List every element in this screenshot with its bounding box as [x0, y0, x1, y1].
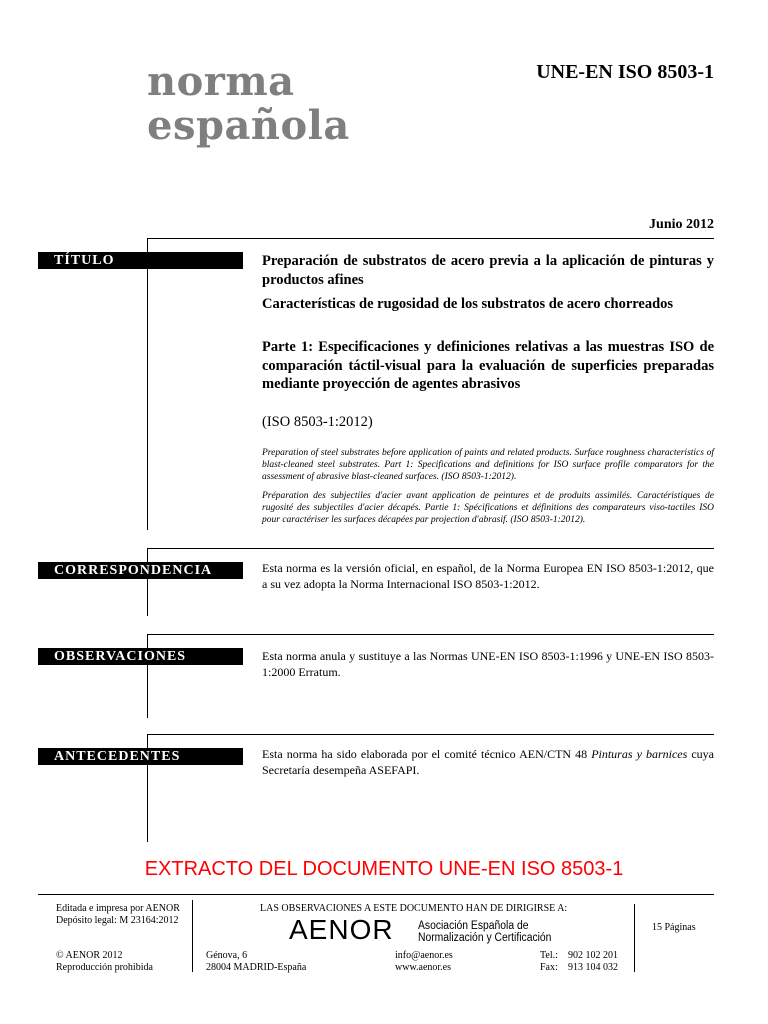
- aenor-org-name: [418, 920, 551, 944]
- org-name-line2: Normalización y Certificación: [418, 932, 552, 944]
- footer-vline-left: [192, 900, 193, 972]
- observaciones-text: Esta norma anula y sustituye a las Normas UNE-EN ISO 8503-1:1996 y UNE-EN ISO 8503-1:2000 Erratum.: [262, 649, 714, 679]
- aenor-logo: AENOR: [289, 914, 394, 945]
- section-divider-antecedentes: [147, 734, 714, 735]
- antecedentes-text-part1: Esta norma ha sido elaborada por el comité técnico AEN/CTN 48: [262, 747, 592, 761]
- footer-deposito: Depósito legal: M 23164:2012: [56, 915, 179, 926]
- footer-address1: Génova, 6: [206, 950, 248, 961]
- spanish-title-2: Características de rugosidad de los substratos de acero chorreados: [262, 296, 674, 312]
- footer-pages: 15 Páginas: [652, 922, 696, 933]
- footer-copyright: © AENOR 2012: [56, 950, 123, 961]
- section-vline-observaciones: [147, 634, 148, 718]
- footer-tel: 902 102 201: [568, 950, 618, 961]
- footer-email[interactable]: info@aenor.es: [395, 950, 453, 961]
- iso-reference: (ISO 8503-1:2012): [262, 414, 373, 430]
- label-titulo: TÍTULO: [38, 252, 243, 269]
- extract-watermark: EXTRACTO DEL DOCUMENTO UNE-EN ISO 8503-1: [144, 858, 624, 880]
- footer-fax: 913 104 032: [568, 962, 618, 973]
- norma-heading: norma: [147, 58, 295, 105]
- label-correspondencia: CORRESPONDENCIA: [38, 562, 243, 579]
- spanish-title-1: Preparación de substratos de acero previa a la aplicación de pinturas y productos afines: [262, 253, 714, 288]
- antecedentes-text: [262, 746, 714, 778]
- section-vline-titulo: [147, 238, 148, 530]
- footer-edited: Editada e impresa por AENOR: [56, 903, 180, 914]
- footer-web[interactable]: www.aenor.es: [395, 962, 452, 973]
- label-antecedentes: ANTECEDENTES: [38, 748, 243, 765]
- footer-address2: 28004 MADRID-España: [206, 962, 307, 973]
- footer-fax-label: Fax:: [540, 962, 558, 973]
- standard-number: UNE-EN ISO 8503-1: [536, 61, 714, 83]
- footer-top-rule: [38, 894, 714, 895]
- french-title: Préparation des subjectiles d'acier avant application de peintures et de produits assimilés. Caractéristiques de rugosité des subjectiles d'acier décapés. Partie 1: Spécifications et définitions des comparateurs viso-tactiles ISO pour caractériser les surfaces décapées par projection d'abrasif. (ISO 8503-1:2012).: [262, 491, 714, 525]
- espanola-heading: española: [147, 102, 350, 149]
- footer-vline-right: [634, 904, 635, 972]
- footer-reproduccion: Reproducción prohibida: [56, 962, 153, 973]
- spanish-title-3: Parte 1: Especificaciones y definiciones relativas a las muestras ISO de comparación táctil-visual para la evaluación de superficies preparadas mediante proyección de agentes abrasivos: [262, 339, 714, 392]
- antecedentes-text-part2: cuya Secretaría desempeña ASEFAPI.: [262, 747, 715, 777]
- footer-tel-label: Tel.:: [540, 950, 558, 961]
- section-vline-correspondencia: [147, 548, 148, 616]
- section-divider-correspondencia: [147, 548, 714, 549]
- footer-observaciones-heading: LAS OBSERVACIONES A ESTE DOCUMENTO HAN DE DIRIGIRSE A:: [260, 903, 568, 914]
- section-divider-titulo: [147, 238, 714, 239]
- english-title: Preparation of steel substrates before application of paints and related products. Surface roughness characteristics of blast-cleaned steel substrates. Part 1: Specifications and definitions for ISO surface profile comparators for the assessment of abrasive blast-cleaned surfaces. (ISO 8503-1:2012).: [262, 448, 714, 482]
- correspondencia-text: Esta norma es la versión oficial, en español, de la Norma Europea EN ISO 8503-1:2012, que a su vez adopta la Norma Internacional ISO 8503-1:2012.: [262, 561, 714, 591]
- org-name-line1: Asociación Española de: [418, 920, 529, 932]
- section-divider-observaciones: [147, 634, 714, 635]
- publication-date: Junio 2012: [649, 217, 714, 232]
- label-observaciones: OBSERVACIONES: [38, 648, 243, 665]
- committee-name: Pinturas y barnices: [591, 747, 688, 761]
